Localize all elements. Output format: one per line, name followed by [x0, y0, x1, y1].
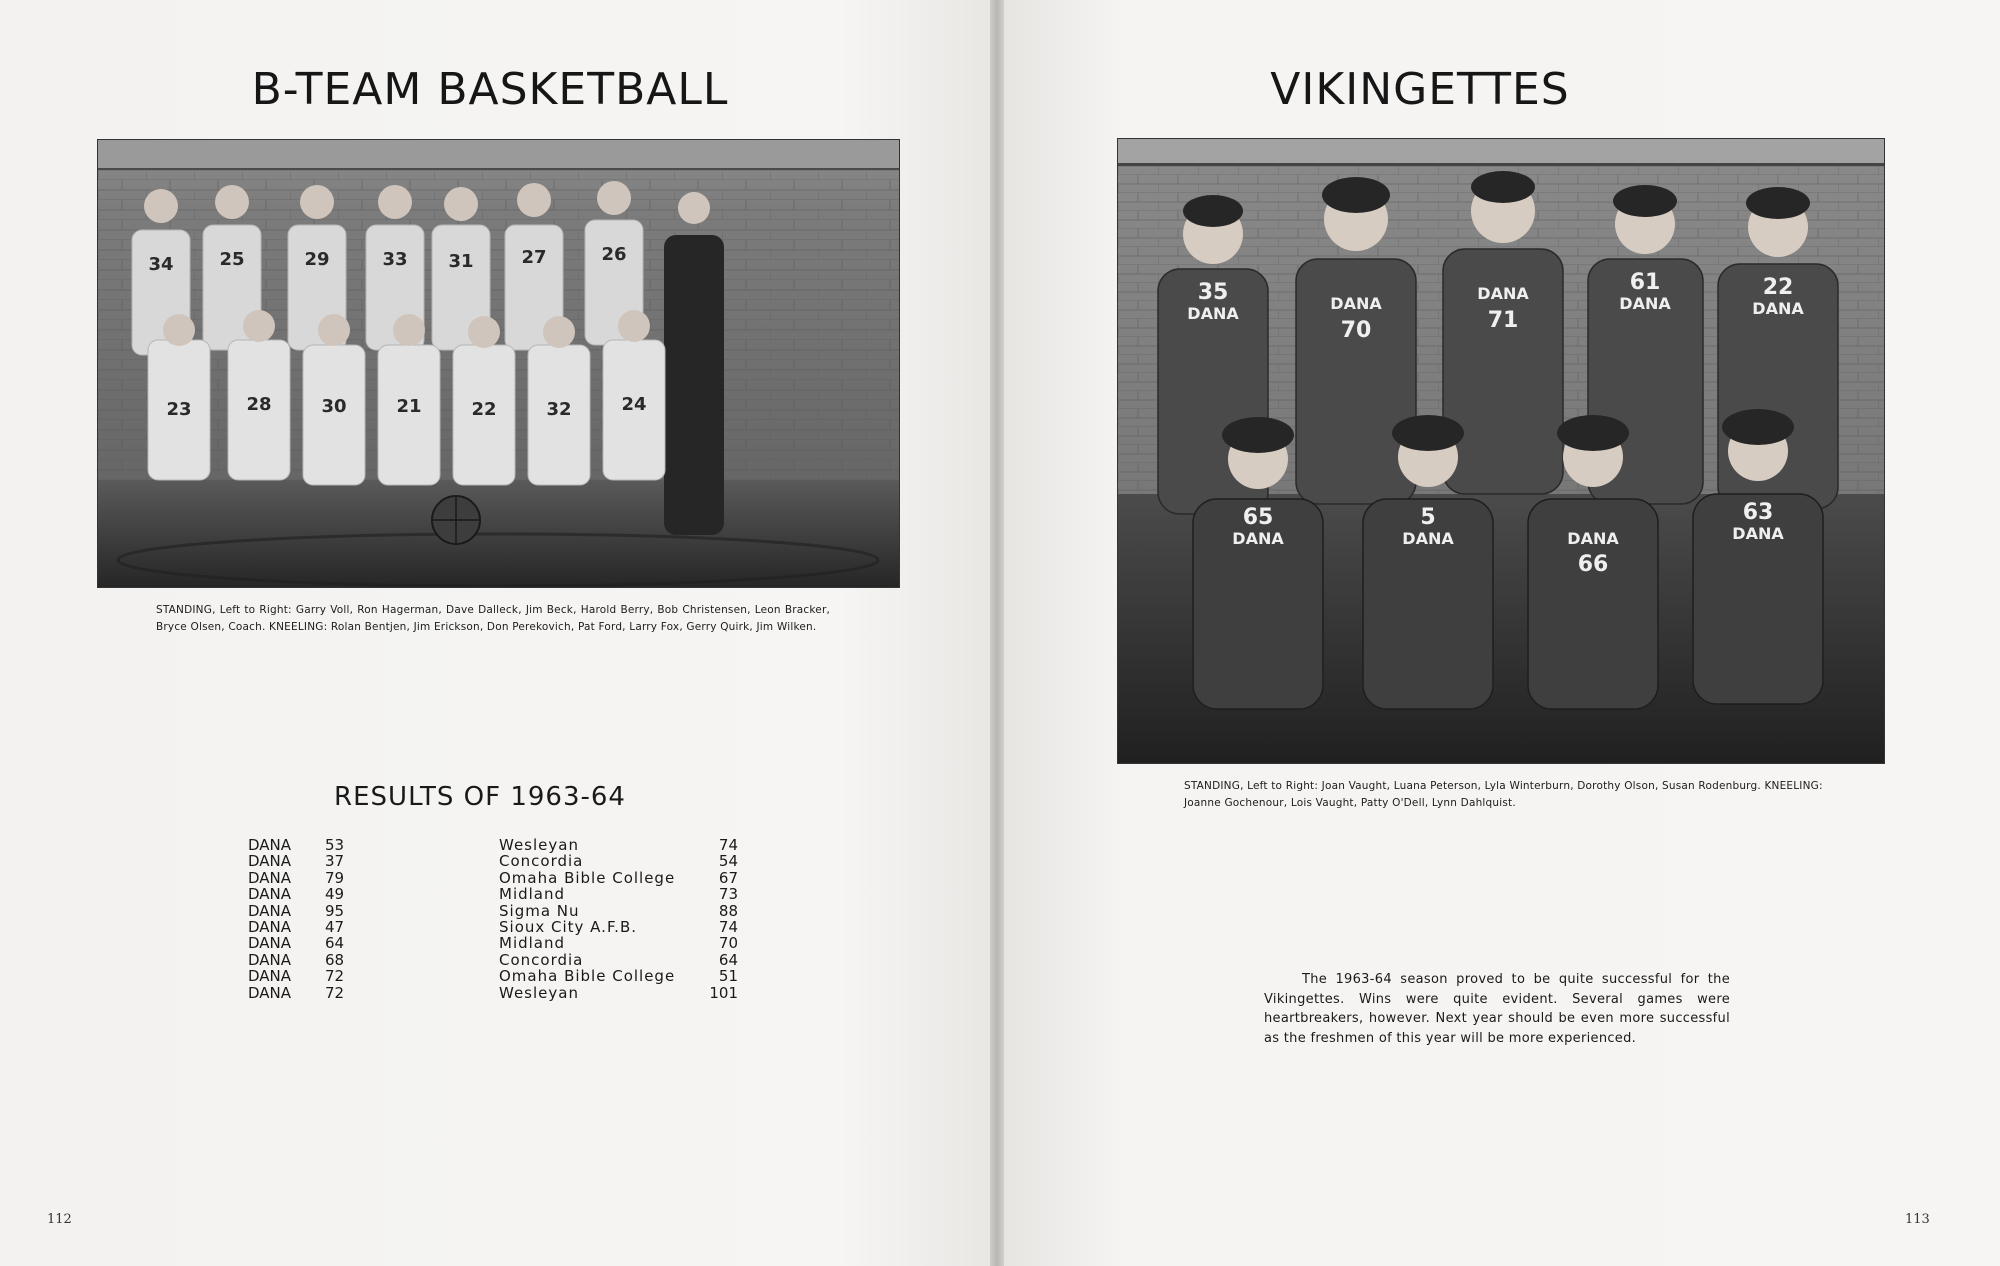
team-name: DANA: [248, 836, 292, 854]
vikingettes-photo-caption: STANDING, Left to Right: Joan Vaught, Luana Peterson, Lyla Winterburn, Dorothy Olson, Susan Rodenburg. KNEELING: Joanne Gochenour, Lois Vaught, Patty O'Dell, Lynn Dahlquist.: [1184, 780, 1823, 809]
right-page: [1004, 0, 2000, 1266]
team-name: DANA: [248, 950, 292, 969]
dana-score: 37: [325, 852, 345, 871]
opponent-name: Midland: [499, 934, 566, 953]
b-team-photo-illustration: [98, 140, 899, 587]
page-number-right: 113: [1905, 1212, 1930, 1227]
results-row: [248, 837, 738, 853]
team-name: DANA: [248, 917, 292, 936]
right-page-heading: VIKINGETTES: [1270, 64, 1570, 115]
team-name: DANA: [248, 901, 292, 920]
results-row: [248, 870, 738, 886]
jersey-team-text: DANA: [1477, 284, 1529, 303]
team-name: DANA: [248, 852, 292, 871]
jersey-number: 30: [321, 396, 347, 417]
opponent-name: Wesleyan: [499, 983, 579, 1002]
opponent-name: Omaha Bible College: [499, 967, 676, 986]
jersey-number: 32: [546, 399, 572, 420]
jersey-team-text: DANA: [1732, 524, 1784, 543]
dana-score: 79: [325, 868, 345, 887]
jersey-number: 28: [246, 394, 272, 415]
jersey-number: 26: [601, 244, 627, 265]
dana-score: 95: [325, 901, 345, 920]
jersey-number: 22: [1762, 275, 1794, 300]
jersey-number: 33: [382, 249, 408, 270]
opponent-score: 64: [718, 950, 738, 969]
jersey-number: 35: [1197, 280, 1229, 305]
season-summary-paragraph: The 1963-64 season proved to be quite successful for the Vikingettes. Wins were quite evident. Several games were heartbreakers, however. Next year should be even more successful as the freshmen of this year will be more experienced.: [1264, 972, 1730, 1046]
opponent-name: Midland: [499, 885, 566, 904]
jersey-number: 66: [1577, 552, 1609, 577]
jersey-team-text: DANA: [1567, 529, 1619, 548]
book-gutter: [990, 0, 1004, 1266]
jersey-team-text: DANA: [1402, 529, 1454, 548]
jersey-number: 34: [148, 254, 174, 275]
results-row: [248, 968, 738, 984]
jersey-number: 61: [1629, 270, 1661, 295]
results-title: RESULTS OF 1963-64: [334, 782, 626, 812]
team-name: DANA: [248, 983, 292, 1002]
team-name: DANA: [248, 868, 292, 887]
jersey-number: 24: [621, 394, 647, 415]
jersey-number: 31: [448, 251, 474, 272]
jersey-number: 65: [1242, 505, 1274, 530]
opponent-score: 88: [718, 901, 738, 920]
opponent-score: 70: [718, 934, 738, 953]
jersey-team-text: DANA: [1330, 294, 1382, 313]
results-row: [248, 935, 738, 951]
opponent-score: 101: [709, 983, 738, 1002]
left-page-heading: B-TEAM BASKETBALL: [251, 64, 729, 115]
opponent-name: Omaha Bible College: [499, 868, 676, 887]
jersey-number: 27: [521, 247, 547, 268]
jersey-team-text: DANA: [1619, 294, 1671, 313]
team-name: DANA: [248, 967, 292, 986]
left-page: [0, 0, 990, 1266]
dana-score: 72: [325, 983, 345, 1002]
results-table: [248, 837, 738, 1001]
dana-score: 47: [325, 917, 345, 936]
vikingettes-team-photo: [1117, 138, 1885, 764]
opponent-score: 74: [718, 836, 738, 854]
jersey-team-text: DANA: [1187, 304, 1239, 323]
results-row: [248, 903, 738, 919]
jersey-number: 63: [1742, 500, 1774, 525]
results-row: [248, 919, 738, 935]
jersey-number: 21: [396, 396, 422, 417]
opponent-score: 51: [718, 967, 738, 986]
results-row: [248, 952, 738, 968]
b-team-photo-caption: STANDING, Left to Right: Garry Voll, Ron Hagerman, Dave Dalleck, Jim Beck, Harold Berry, Bob Christensen, Leon Bracker, Bryce Olsen, Coach. KNEELING: Rolan Bentjen, Jim Erickson, Don Perekovich, Pat Ford, Larry Fox, Gerry Quirk, Jim Wilken.: [156, 604, 830, 633]
jersey-team-text: DANA: [1752, 299, 1804, 318]
opponent-name: Concordia: [499, 852, 584, 871]
opponent-name: Sioux City A.F.B.: [499, 917, 637, 936]
opponent-name: Concordia: [499, 950, 584, 969]
dana-score: 53: [325, 836, 345, 854]
team-name: DANA: [248, 934, 292, 953]
opponent-score: 73: [718, 885, 738, 904]
dana-score: 64: [325, 934, 345, 953]
team-name: DANA: [248, 885, 292, 904]
opponent-name: Sigma Nu: [499, 901, 580, 920]
results-row: [248, 853, 738, 869]
dana-score: 49: [325, 885, 345, 904]
page-number-left: 112: [47, 1212, 72, 1227]
opponent-name: Wesleyan: [499, 836, 579, 854]
jersey-number: 22: [471, 399, 497, 420]
jersey-number: 23: [166, 399, 192, 420]
jersey-number: 29: [304, 249, 330, 270]
b-team-team-photo: [97, 139, 900, 588]
results-row: [248, 985, 738, 1001]
opponent-score: 67: [718, 868, 738, 887]
jersey-team-text: DANA: [1232, 529, 1284, 548]
jersey-number: 70: [1340, 318, 1372, 343]
vikingettes-photo-illustration: [1118, 139, 1884, 763]
dana-score: 68: [325, 950, 345, 969]
jersey-number: 5: [1420, 505, 1436, 530]
opponent-score: 74: [718, 917, 738, 936]
results-row: [248, 886, 738, 902]
dana-score: 72: [325, 967, 345, 986]
opponent-score: 54: [718, 852, 738, 871]
jersey-number: 71: [1487, 308, 1519, 333]
jersey-number: 25: [219, 249, 245, 270]
